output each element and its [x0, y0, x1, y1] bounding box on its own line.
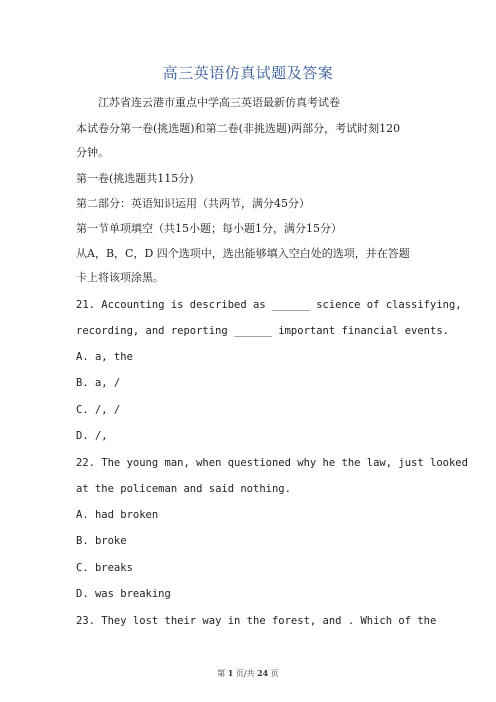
question-22-line-1: 22. The young man, when questioned why he the law, just looked	[76, 457, 468, 469]
question-22-option-a: A. had broken	[76, 509, 159, 521]
section-one-heading: 第一节单项填空（共15小题；每小题1分，满分15分）	[76, 222, 342, 235]
question-21-line-2: recording, and reporting ______ important financial events.	[76, 325, 449, 337]
question-23-line-1: 23. They lost their way in the forest, and . Which of the	[76, 615, 437, 627]
footer-total-pages: 24	[257, 668, 269, 678]
question-21-option-d: D. /,	[76, 430, 108, 442]
instruction-line-1: 从A，B，C，D 四个选项中，选出能够填入空白处的选项，并在答题	[76, 247, 410, 260]
part-one-heading: 第一卷(挑选题共115分)	[76, 172, 194, 185]
intro-line-2: 分钟。	[76, 146, 109, 159]
instruction-line-2: 卡上将该项涂黑。	[76, 271, 164, 284]
question-21-option-c: C. /, /	[76, 404, 121, 416]
footer-middle: 页/共	[235, 669, 255, 678]
footer-suffix: 页	[270, 669, 279, 678]
question-22-option-c: C. breaks	[76, 562, 133, 574]
footer-current-page: 1	[227, 668, 234, 678]
page-footer	[0, 668, 496, 679]
document-subtitle: 江苏省连云港市重点中学高三英语最新仿真考试卷	[98, 96, 340, 109]
footer-prefix: 第	[217, 669, 226, 678]
question-22-line-2: at the policeman and said nothing.	[76, 483, 291, 495]
part-two-heading: 第二部分：英语知识运用（共两节，满分45分）	[76, 197, 310, 210]
question-21-option-b: B. a, /	[76, 377, 121, 389]
document-title: 高三英语仿真试题及答案	[162, 64, 334, 82]
question-21-option-a: A. a, the	[76, 351, 133, 363]
question-21-line-1: 21. Accounting is described as ______ science of classifying,	[76, 299, 462, 311]
question-22-option-d: D. was breaking	[76, 588, 171, 600]
question-22-option-b: B. broke	[76, 535, 127, 547]
intro-line-1: 本试卷分第一卷(挑选题)和第二卷(非挑选题)两部分，考试时刻120	[76, 122, 401, 135]
